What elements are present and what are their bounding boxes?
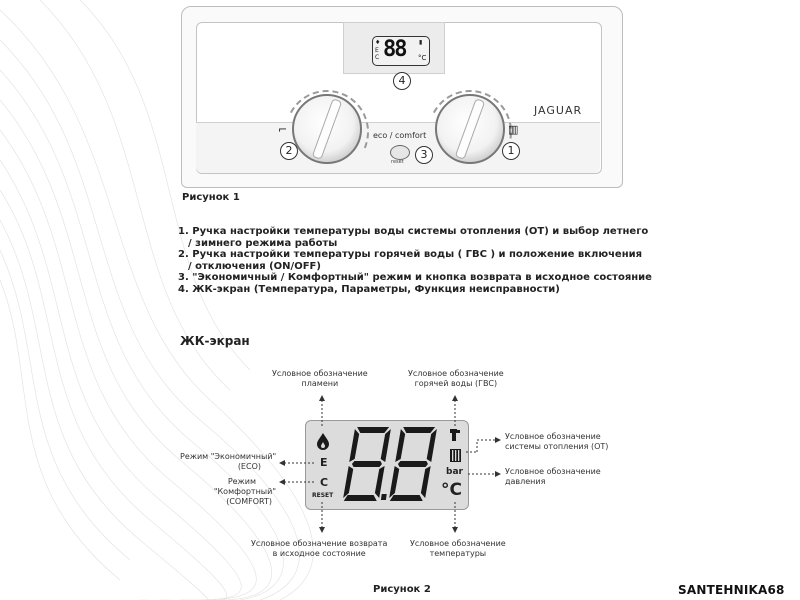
legend-line: 2. Ручка настройки температуры горячей воды ( ГВС ) и положение включения	[178, 249, 643, 260]
callout-number-1: 1	[502, 142, 520, 160]
pressure-symbol: bar	[446, 467, 463, 477]
legend-line: / зимнего режима работы	[188, 237, 338, 249]
legend-line: 4. ЖК-экран (Температура, Параметры, Функция неисправности)	[178, 283, 560, 295]
panel-lcd-digits: 88	[383, 37, 406, 62]
watermark: SANTEHNIKA68	[678, 583, 785, 597]
figure1-caption: Рисунок 1	[182, 192, 240, 203]
callout-pressure: Условное обозначение давления	[505, 467, 601, 486]
callout-comfort: Режим "Комфортный" (COMFORT)	[213, 477, 276, 506]
callout-reset: Условное обозначение возврата в исходное состояние	[251, 539, 388, 558]
callout-flame: Условное обозначение пламени	[272, 369, 368, 388]
lcd-mini-c: C	[375, 54, 380, 61]
eco-comfort-label: eco / comfort	[373, 131, 427, 140]
celsius-symbol: °C	[441, 480, 462, 500]
legend-line: 1. Ручка настройки температуры воды системы отопления (ОТ) и выбор летнего	[178, 226, 649, 237]
celsius-icon: °C	[418, 54, 427, 62]
legend-line: / отключения (ON/OFF)	[188, 260, 321, 272]
reset-symbol: RESET	[312, 492, 334, 499]
legend-line: 3. "Экономичный / Комфортный" режим и кнопка возврата в исходное состояние	[178, 272, 652, 283]
callout-temperature: Условное обозначение температуры	[410, 539, 506, 558]
tap-icon: ▮	[419, 39, 423, 46]
brand-logo: JAGUAR	[534, 104, 583, 117]
callout-dhw: Условное обозначение горячей воды (ГВС)	[408, 369, 504, 388]
figure2-caption: Рисунок 2	[373, 584, 431, 595]
reset-label: reset	[391, 159, 404, 165]
eco-symbol: E	[320, 456, 328, 469]
section-title: ЖК-экран	[180, 334, 250, 348]
tap-icon: ⌐	[278, 123, 288, 136]
callout-number-3: 3	[415, 146, 433, 164]
callout-heating: Условное обозначение системы отопления (ОТ)	[505, 432, 609, 451]
callout-number-4: 4	[393, 72, 411, 90]
callout-number-2: 2	[280, 142, 298, 160]
radiator-icon: ▥	[508, 123, 519, 136]
flame-icon: ♦	[375, 39, 381, 46]
comfort-symbol: C	[320, 476, 329, 489]
callout-eco: Режим "Экономичный" (ECO)	[180, 452, 277, 471]
lcd-mini-e: E	[375, 47, 379, 54]
